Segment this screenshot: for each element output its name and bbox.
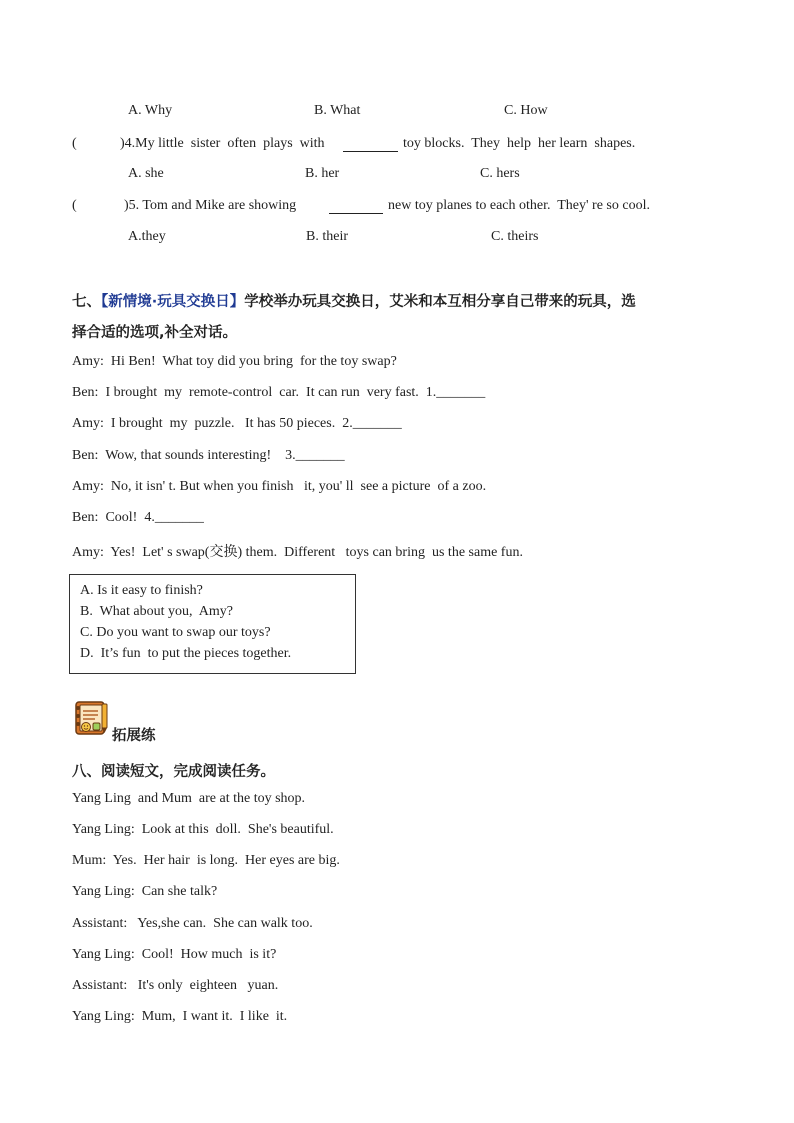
- reading-line-4: Yang Ling: Can she talk?: [72, 884, 218, 899]
- notebook-with-pencil-icon: [73, 700, 111, 736]
- q5-stem-before: )5. Tom and Mike are showing: [124, 198, 297, 213]
- dialogue-blank-2[interactable]: _______: [352, 416, 402, 431]
- dialogue-line-7: Amy: Yes! Let' s swap(交换) them. Different toys can bring us the same fun.: [72, 545, 523, 560]
- dialogue-line-1: Amy: Hi Ben! What toy did you bring for the toy swap?: [72, 354, 397, 369]
- section7-title: [72, 290, 636, 311]
- reading-line-8: Yang Ling: Mum, I want it. I like it.: [72, 1009, 288, 1024]
- extension-label: 拓展练: [112, 728, 156, 744]
- q5-stem-after: new toy planes to each other. They' re so cool.: [388, 198, 650, 213]
- q3-option-a: A. Why: [128, 103, 173, 118]
- q4-option-b: B. her: [305, 166, 340, 181]
- dialogue-line-3: Amy: I brought my puzzle. It has 50 pieces. 2._______: [72, 416, 402, 431]
- options-box: [69, 574, 356, 674]
- q3-option-b: B. What: [314, 103, 361, 118]
- option-d: D. It’s fun to put the pieces together.: [80, 646, 292, 661]
- q4-stem-after: toy blocks. They help her learn shapes.: [403, 136, 636, 151]
- dialogue-line-6: Ben: Cool! 4._______: [72, 510, 204, 525]
- dialogue-line-2: Ben: I brought my remote-control car. It can run very fast. 1._______: [72, 385, 486, 400]
- section7-title-text: 学校举办玩具交换日，艾米和本互相分享自己带来的玩具，选: [244, 294, 636, 310]
- section7-title-line2: 择合适的选项,补全对话。: [72, 325, 238, 341]
- q3-option-c: C. How: [504, 103, 548, 118]
- reading-line-3: Mum: Yes. Her hair is long. Her eyes are big.: [72, 853, 340, 868]
- section8-title: 八、阅读短文，完成阅读任务。: [72, 764, 275, 780]
- q5-option-b: B. their: [306, 229, 348, 244]
- dialogue-line-4: Ben: Wow, that sounds interesting! 3._______: [72, 448, 345, 463]
- q4-paren-left: (: [72, 136, 77, 151]
- dialogue-blank-3[interactable]: _______: [295, 448, 345, 463]
- reading-line-5: Assistant: Yes,she can. She can walk too.: [72, 916, 313, 931]
- reading-line-7: Assistant: It's only eighteen yuan.: [72, 978, 279, 993]
- q4-option-c: C. hers: [480, 166, 520, 181]
- section7-number: 七、: [72, 294, 101, 310]
- dialogue-line-5: Amy: No, it isn' t. But when you finish it, you' ll see a picture of a zoo.: [72, 479, 487, 494]
- section7-context-tag: 【新情境·玩具交换日】: [101, 294, 245, 310]
- option-c: C. Do you want to swap our toys?: [80, 625, 271, 640]
- q5-answer-blank[interactable]: [329, 199, 383, 214]
- dialogue-blank-4[interactable]: _______: [154, 510, 204, 525]
- reading-line-2: Yang Ling: Look at this doll. She's beautiful.: [72, 822, 334, 837]
- reading-line-1: Yang Ling and Mum are at the toy shop.: [72, 791, 306, 806]
- option-b: B. What about you, Amy?: [80, 604, 233, 619]
- option-a: A. Is it easy to finish?: [80, 583, 203, 598]
- q5-option-a: A.they: [128, 229, 166, 244]
- q4-stem-before: )4.My little sister often plays with: [120, 136, 325, 151]
- q4-answer-blank[interactable]: [343, 137, 398, 152]
- reading-line-6: Yang Ling: Cool! How much is it?: [72, 947, 277, 962]
- q5-option-c: C. theirs: [491, 229, 539, 244]
- q4-option-a: A. she: [128, 166, 164, 181]
- dialogue-blank-1[interactable]: _______: [436, 385, 486, 400]
- q5-paren-left: (: [72, 198, 77, 213]
